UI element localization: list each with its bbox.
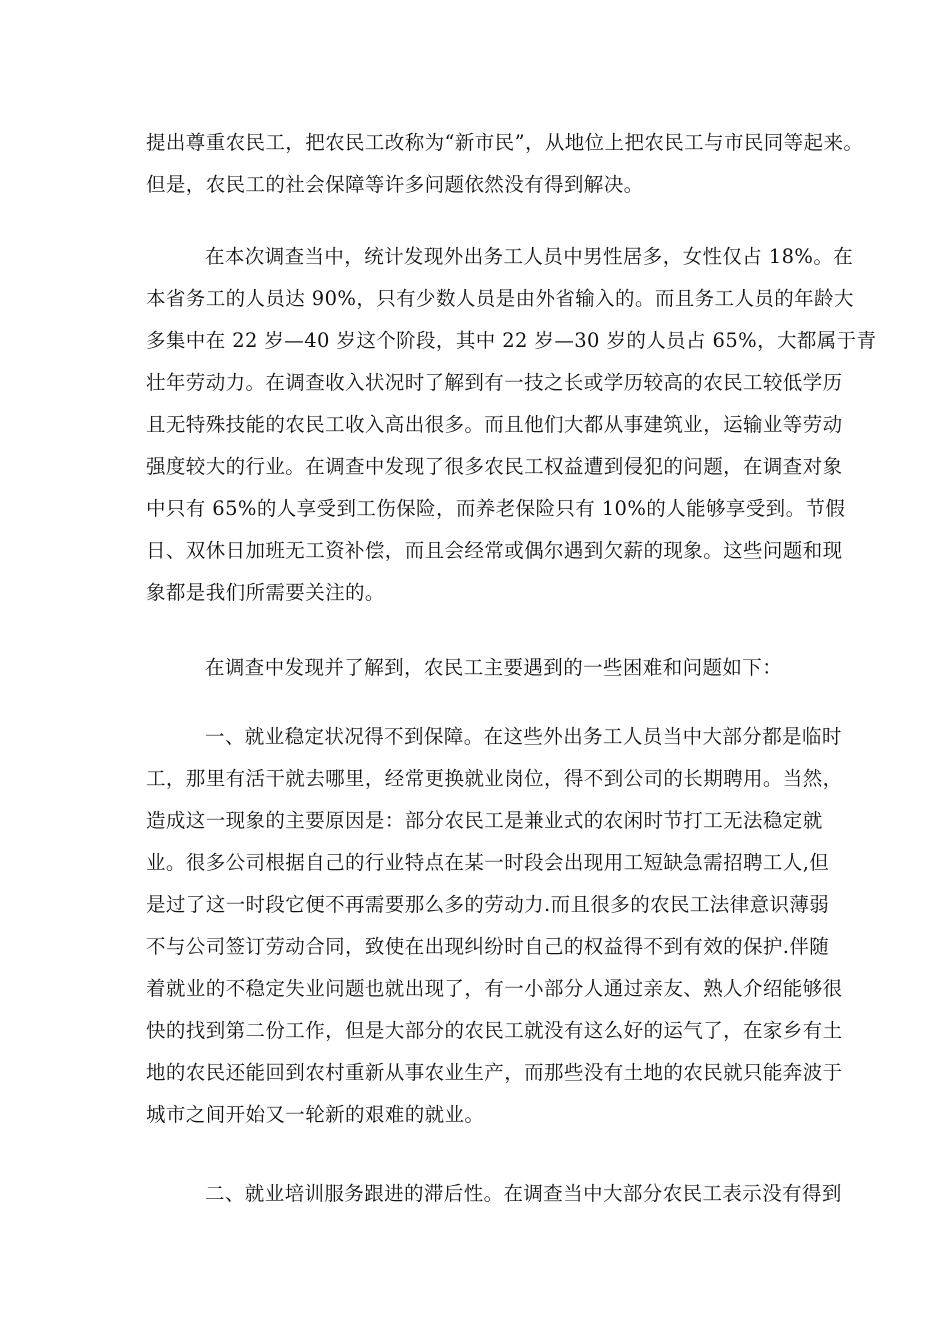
text-line: 强度较大的行业。在调查中发现了很多农民工权益遭到侵犯的问题，在调查对象: [146, 455, 843, 478]
text-line: 快的找到第二份工作，但是大部分的农民工就没有这么好的运气了，在家乡有土: [146, 1019, 843, 1042]
text-line: 是过了这一时段它便不再需要那么多的劳动力.而且很多的农民工法律意识薄弱: [146, 893, 830, 916]
text-line: 造成这一现象的主要原因是：部分农民工是兼业式的农闲时节打工无法稳定就: [146, 809, 823, 832]
text-line: 且无特殊技能的农民工收入高出很多。而且他们大都从事建筑业，运输业等劳动: [146, 413, 843, 436]
text-line: 工，那里有活干就去哪里，经常更换就业岗位，得不到公司的长期聘用。当然，: [146, 767, 843, 790]
text-line: 地的农民还能回到农村重新从事农业生产，而那些没有土地的农民就只能奔波于: [146, 1061, 843, 1084]
text-line: 在本次调查当中，统计发现外出务工人员中男性居多，女性仅占 18%。在: [205, 245, 854, 268]
text-line: 提出尊重农民工，把农民工改称为“新市民”，从地位上把农民工与市民同等起来。: [146, 131, 864, 154]
text-line: 在调查中发现并了解到，农民工主要遇到的一些困难和问题如下：: [205, 656, 783, 679]
text-line: 象都是我们所需要关注的。: [146, 581, 385, 604]
text-line: 壮年劳动力。在调查收入状况时了解到有一技之长或学历较高的农民工较低学历: [146, 371, 843, 394]
text-line: 多集中在 22 岁—40 岁这个阶段，其中 22 岁—30 岁的人员占 65%，大都属于青: [146, 329, 877, 352]
text-line: 二、就业培训服务跟进的滞后性。在调查当中大部分农民工表示没有得到: [205, 1182, 842, 1205]
text-line: 中只有 65%的人享受到工伤保险，而养老保险只有 10%的人能够享受到。节假: [146, 497, 846, 520]
text-line: 但是，农民工的社会保障等许多问题依然没有得到解决。: [146, 173, 644, 196]
text-line: 不与公司签订劳动合同，致使在出现纠纷时自己的权益得不到有效的保护.伴随: [146, 935, 830, 958]
text-line: 日、双休日加班无工资补偿，而且会经常或偶尔遇到欠薪的现象。这些问题和现: [146, 539, 843, 562]
text-line: 城市之间开始又一轮新的艰难的就业。: [146, 1103, 485, 1126]
text-line: 本省务工的人员达 90%，只有少数人员是由外省输入的。而且务工人员的年龄大: [146, 287, 854, 310]
text-line: 业。很多公司根据自己的行业特点在某一时段会出现用工短缺急需招聘工人,但: [146, 851, 830, 874]
text-line: 一、就业稳定状况得不到保障。在这些外出务工人员当中大部分都是临时: [205, 725, 842, 748]
text-line: 着就业的不稳定失业问题也就出现了，有一小部分人通过亲友、熟人介绍能够很: [146, 977, 843, 1000]
